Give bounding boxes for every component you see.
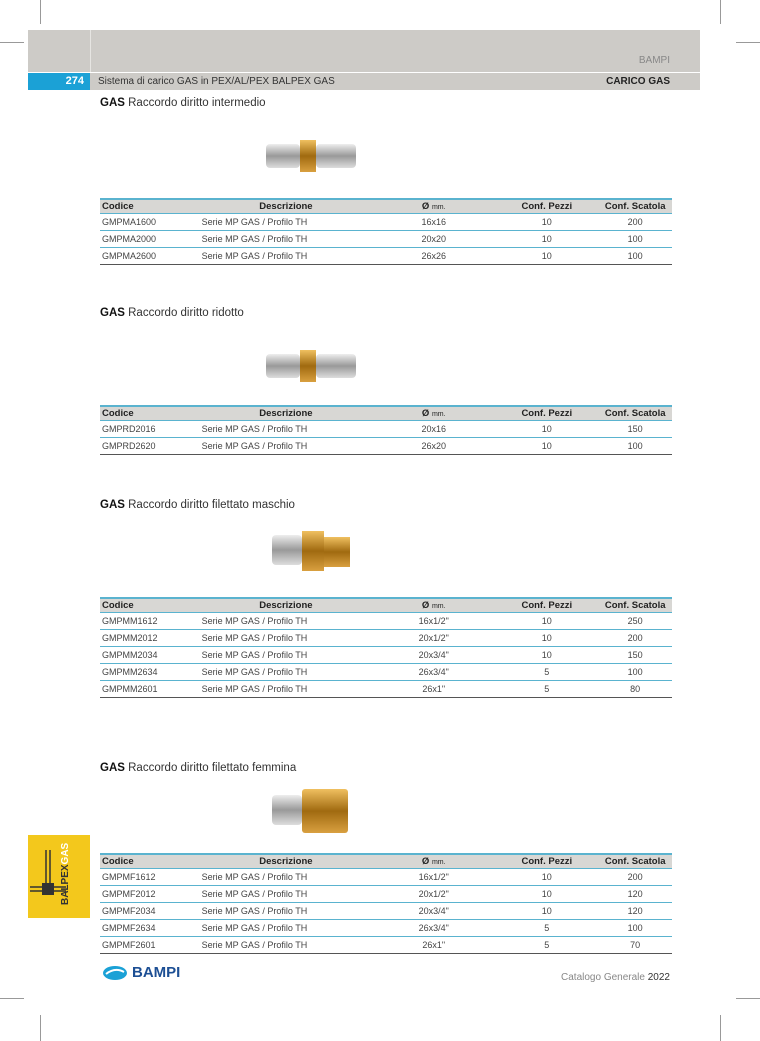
section-title	[100, 307, 244, 319]
col-desc: Descrizione	[196, 406, 373, 421]
side-tab-gas: GAS	[60, 842, 71, 865]
cell: GMPMA1600	[100, 214, 196, 231]
section-prefix: GAS	[100, 307, 125, 319]
diam-unit: mm.	[431, 603, 446, 610]
cell: Serie MP GAS / Profilo TH	[196, 214, 373, 231]
side-tab	[28, 835, 90, 918]
col-diam	[372, 854, 495, 869]
cell: 5	[495, 664, 598, 681]
cell: 10	[495, 231, 598, 248]
cell: GMPMA2600	[100, 248, 196, 265]
diam-symbol: Ø	[421, 600, 430, 611]
table-row	[100, 231, 672, 248]
header-brand: BAMPI	[638, 55, 670, 66]
cell: 10	[495, 248, 598, 265]
table-row	[100, 613, 672, 630]
cell: GMPRD2016	[100, 421, 196, 438]
cell: 26x20	[372, 438, 495, 455]
section-prefix: GAS	[100, 97, 125, 109]
header-category: CARICO GAS	[606, 76, 670, 87]
cell: Serie MP GAS / Profilo TH	[196, 438, 373, 455]
cell: Serie MP GAS / Profilo TH	[196, 613, 373, 630]
table-header	[100, 406, 672, 421]
cell: 20x3/4"	[372, 903, 495, 920]
crop-mark	[720, 1015, 721, 1041]
cell: GMPMF2634	[100, 920, 196, 937]
product-table	[100, 405, 672, 455]
cell: 10	[495, 421, 598, 438]
cell: 26x3/4"	[372, 664, 495, 681]
cell: GMPMM2012	[100, 630, 196, 647]
crop-mark	[0, 42, 24, 43]
pipe-fitting-icon	[28, 835, 90, 918]
col-desc: Descrizione	[196, 199, 373, 214]
cell: 5	[495, 920, 598, 937]
col-diam	[372, 406, 495, 421]
cell: 120	[598, 903, 672, 920]
cell: 200	[598, 869, 672, 886]
col-pieces: Conf. Pezzi	[495, 854, 598, 869]
col-diam	[372, 199, 495, 214]
divider	[90, 30, 91, 72]
table-row	[100, 681, 672, 698]
cell: 10	[495, 438, 598, 455]
product-image	[262, 338, 372, 403]
cell: Serie MP GAS / Profilo TH	[196, 630, 373, 647]
cell: 100	[598, 438, 672, 455]
crop-mark	[736, 998, 760, 999]
cell: 150	[598, 421, 672, 438]
product-table	[100, 853, 672, 954]
bampi-logo	[102, 964, 180, 981]
table-row	[100, 903, 672, 920]
cell: 20x1/2"	[372, 630, 495, 647]
col-pieces: Conf. Pezzi	[495, 598, 598, 613]
diam-symbol: Ø	[421, 408, 430, 419]
cell: GMPMM1612	[100, 613, 196, 630]
col-box: Conf. Scatola	[598, 199, 672, 214]
cell: Serie MP GAS / Profilo TH	[196, 647, 373, 664]
page-number: 274	[28, 73, 90, 90]
cell: Serie MP GAS / Profilo TH	[196, 231, 373, 248]
section-title	[100, 499, 295, 511]
table-row	[100, 214, 672, 231]
cell: 16x1/2"	[372, 613, 495, 630]
cell: 10	[495, 214, 598, 231]
col-code: Codice	[100, 854, 196, 869]
table-row	[100, 630, 672, 647]
cell: 200	[598, 630, 672, 647]
crop-mark	[720, 0, 721, 24]
cell: 70	[598, 937, 672, 954]
col-pieces: Conf. Pezzi	[495, 199, 598, 214]
side-tab-balpex: BALPEX	[60, 864, 71, 905]
cell: 10	[495, 647, 598, 664]
header-subtitle: Sistema di carico GAS in PEX/AL/PEX BALPEX GAS	[98, 76, 335, 87]
crop-mark	[40, 1015, 41, 1041]
cell: Serie MP GAS / Profilo TH	[196, 421, 373, 438]
cell: 26x3/4"	[372, 920, 495, 937]
cell: Serie MP GAS / Profilo TH	[196, 920, 373, 937]
table-row	[100, 248, 672, 265]
cell: 100	[598, 248, 672, 265]
cell: GMPMF2012	[100, 886, 196, 903]
section-title-text: Raccordo diritto ridotto	[128, 307, 244, 319]
cell: 10	[495, 886, 598, 903]
table-row	[100, 886, 672, 903]
cell: 20x20	[372, 231, 495, 248]
table-row	[100, 869, 672, 886]
diam-unit: mm.	[431, 411, 446, 418]
cell: 150	[598, 647, 672, 664]
cell: 26x1"	[372, 681, 495, 698]
bampi-logo-icon	[102, 965, 128, 981]
table-header	[100, 199, 672, 214]
cell: 100	[598, 664, 672, 681]
cell: 200	[598, 214, 672, 231]
section-prefix: GAS	[100, 499, 125, 511]
cell: 10	[495, 630, 598, 647]
cell: Serie MP GAS / Profilo TH	[196, 664, 373, 681]
col-code: Codice	[100, 598, 196, 613]
cell: GMPMM2034	[100, 647, 196, 664]
logo-text: BAMPI	[132, 964, 181, 981]
diam-unit: mm.	[431, 859, 446, 866]
col-pieces: Conf. Pezzi	[495, 406, 598, 421]
col-code: Codice	[100, 199, 196, 214]
cell: GMPMF1612	[100, 869, 196, 886]
col-diam	[372, 598, 495, 613]
footer-catalog	[561, 972, 670, 983]
cell: 16x1/2"	[372, 869, 495, 886]
table-row	[100, 664, 672, 681]
cell: 250	[598, 613, 672, 630]
cell: Serie MP GAS / Profilo TH	[196, 248, 373, 265]
table-header	[100, 598, 672, 613]
cell: 16x16	[372, 214, 495, 231]
cell: 80	[598, 681, 672, 698]
cell: 100	[598, 920, 672, 937]
section-title-text: Raccordo diritto intermedio	[128, 97, 266, 109]
diam-symbol: Ø	[421, 201, 430, 212]
table-row	[100, 647, 672, 664]
product-image	[262, 525, 372, 590]
col-desc: Descrizione	[196, 598, 373, 613]
col-box: Conf. Scatola	[598, 598, 672, 613]
section-title-text: Raccordo diritto filettato femmina	[128, 762, 297, 774]
section-title	[100, 97, 266, 109]
cell: GMPMA2000	[100, 231, 196, 248]
cell: Serie MP GAS / Profilo TH	[196, 869, 373, 886]
product-table	[100, 597, 672, 698]
product-image	[262, 785, 372, 850]
section-prefix: GAS	[100, 762, 125, 774]
cell: GMPMF2601	[100, 937, 196, 954]
cell: Serie MP GAS / Profilo TH	[196, 937, 373, 954]
col-code: Codice	[100, 406, 196, 421]
cell: 10	[495, 613, 598, 630]
cell: 26x1"	[372, 937, 495, 954]
header-band	[28, 30, 700, 72]
crop-mark	[0, 998, 24, 999]
table-row	[100, 920, 672, 937]
table-row	[100, 421, 672, 438]
cell: Serie MP GAS / Profilo TH	[196, 886, 373, 903]
cell: GMPMM2634	[100, 664, 196, 681]
cell: 20x3/4"	[372, 647, 495, 664]
col-box: Conf. Scatola	[598, 854, 672, 869]
diam-symbol: Ø	[421, 856, 430, 867]
table-header	[100, 854, 672, 869]
cell: 5	[495, 681, 598, 698]
cell: 20x1/2"	[372, 886, 495, 903]
table-row	[100, 937, 672, 954]
cell: 5	[495, 937, 598, 954]
cell: 10	[495, 869, 598, 886]
cell: 20x16	[372, 421, 495, 438]
product-image	[262, 128, 372, 193]
cell: GMPMM2601	[100, 681, 196, 698]
cell: 10	[495, 903, 598, 920]
crop-mark	[40, 0, 41, 24]
cell: Serie MP GAS / Profilo TH	[196, 903, 373, 920]
cell: GMPRD2620	[100, 438, 196, 455]
product-table	[100, 198, 672, 265]
cell: Serie MP GAS / Profilo TH	[196, 681, 373, 698]
section-title-text: Raccordo diritto filettato maschio	[128, 499, 295, 511]
side-tab-label	[60, 843, 71, 905]
catalog-year: 2022	[647, 972, 670, 983]
cell: 100	[598, 231, 672, 248]
catalog-label: Catalogo Generale	[561, 972, 645, 983]
cell: GMPMF2034	[100, 903, 196, 920]
crop-mark	[736, 42, 760, 43]
cell: 26x26	[372, 248, 495, 265]
col-box: Conf. Scatola	[598, 406, 672, 421]
cell: 120	[598, 886, 672, 903]
col-desc: Descrizione	[196, 854, 373, 869]
diam-unit: mm.	[431, 204, 446, 211]
table-row	[100, 438, 672, 455]
section-title	[100, 762, 296, 774]
